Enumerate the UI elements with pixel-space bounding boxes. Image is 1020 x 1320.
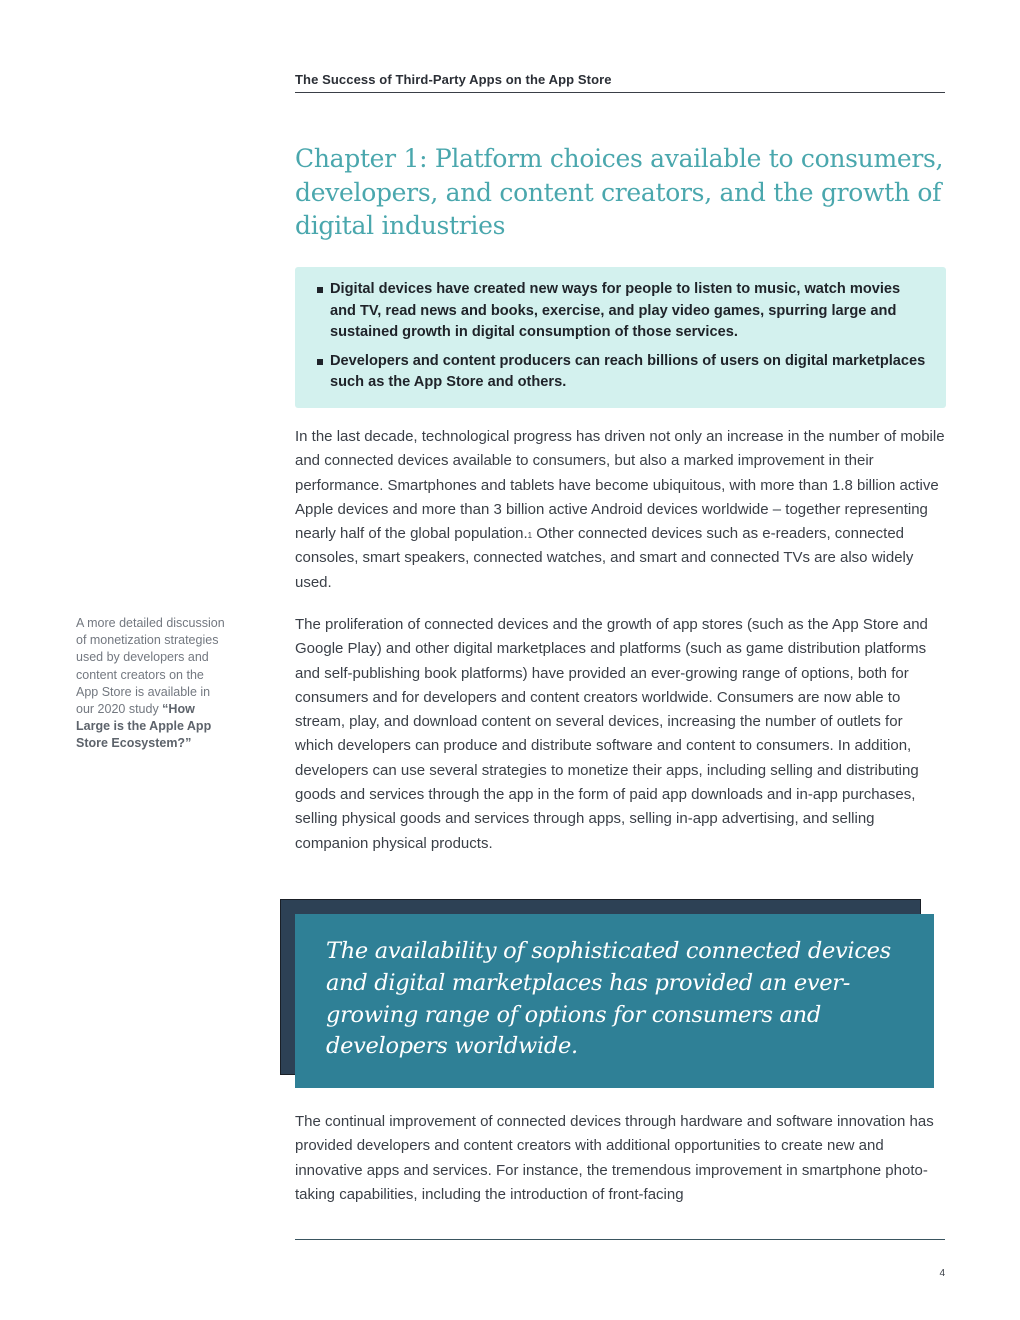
chapter-title: Chapter 1: Platform choices available to consumers, developers, and content creators, and the growth of digital industries: [295, 144, 944, 240]
page-number: 4: [939, 1268, 945, 1279]
key-points-box: [295, 267, 946, 408]
paragraph-text-continued: Other connected devices such as e-readers, connected consoles, smart speakers, connected watches, and smart and connected TVs are also widely used.: [295, 525, 914, 591]
body-paragraph-2: The proliferation of connected devices and the growth of app stores (such as the App Store and Google Play) and other digital marketplaces and platforms (such as game distribution platforms and self-publishing book platforms) have provided an ever-growing range of options, both for consumers and for developers and content creators worldwide. Consumers are now able to stream, play, and download content on several devices, increasing the number of outlets for which developers can produce and distribute software and content to consumers. In addition, developers can use several strategies to monetize their apps, including selling and distributing goods and services through the app in the form of paid app downloads and in-app purchases, selling physical goods and services through apps, selling in-app advertising, and selling companion physical products.: [295, 616, 928, 852]
study-reference-link[interactable]: “How Large is the Apple App Store Ecosystem?”: [76, 702, 212, 751]
footnote-marker[interactable]: 1: [527, 531, 533, 541]
key-point-item: [315, 351, 926, 394]
key-point-text: Developers and content producers can reach billions of users on digital marketplaces such as the App Store and others.: [330, 352, 926, 390]
body-paragraph-3: The continual improvement of connected devices through hardware and software innovation has provided developers and content creators with additional opportunities to create new and innovative apps and services. For instance, the tremendous improvement in smartphone photo-taking capabilities, including the introduction of front-facing: [295, 1113, 934, 1203]
body-paragraph-1: [295, 425, 945, 595]
pull-quote-text: The availability of sophisticated connected devices and digital marketplaces has provided an ever-growing range of options for consumers and developers worldwide.: [326, 938, 891, 1060]
key-point-text: Digital devices have created new ways for people to listen to music, watch movies and TV, read news and books, exercise, and play video games, spurring large and sustained growth in digital consumption of those services.: [330, 281, 901, 340]
key-point-item: [315, 279, 926, 344]
pull-quote-box: [295, 914, 934, 1088]
running-header: The Success of Third-Party Apps on the App Store: [295, 72, 945, 93]
sidebar-note: [76, 615, 228, 753]
square-bullet-icon: [317, 359, 323, 365]
paragraph-text: In the last decade, technological progress has driven not only an increase in the number of mobile and connected devices available to consumers, but also a marked improvement in their performance. Smartphones and tablets have become ubiquitous, with more than 1.8 billion active Apple devices and more than 3 billion active Android devices worldwide – together representing nearly half of the global population.: [295, 428, 945, 543]
square-bullet-icon: [317, 287, 323, 293]
footer-divider: [295, 1239, 945, 1240]
sidebar-note-text: A more detailed discussion of monetization strategies used by developers and content creators on the App Store is available in our 2020 study: [76, 616, 225, 717]
